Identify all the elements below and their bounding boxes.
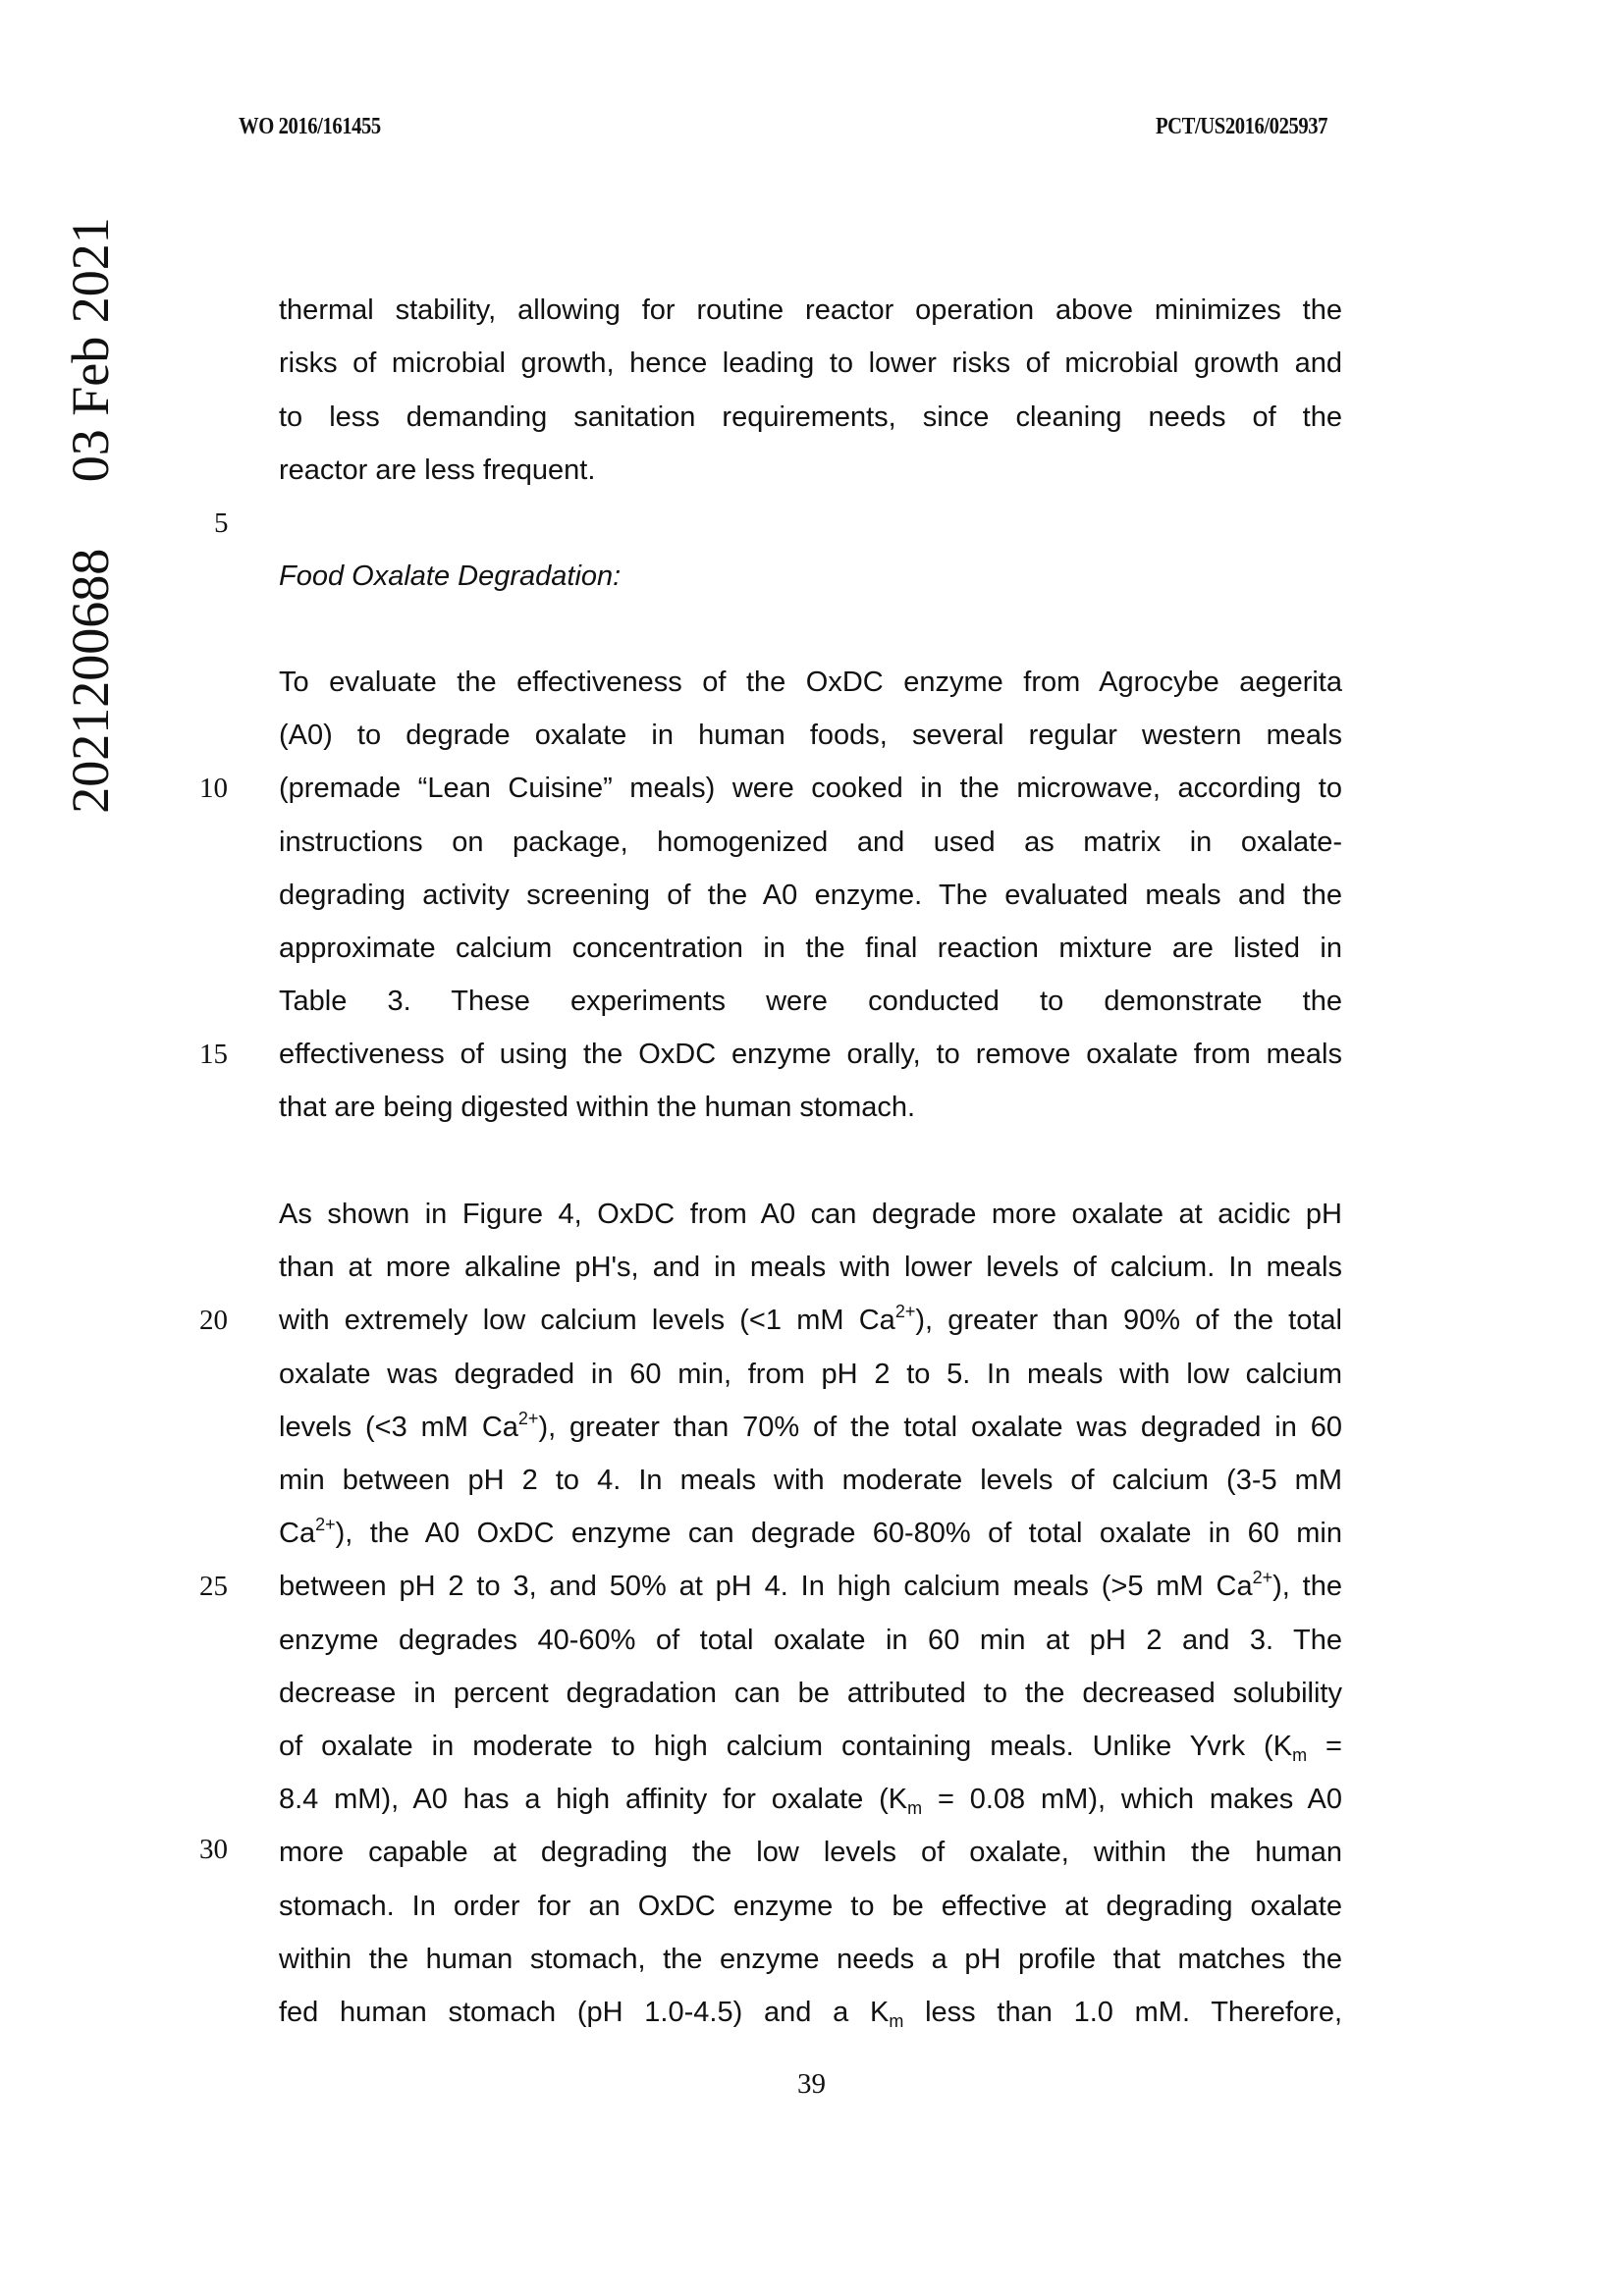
text-line <box>279 1783 1342 1816</box>
subscript: m <box>1292 1745 1308 1765</box>
text-segment: As shown in Figure 4, OxDC from A0 can degrade more oxalate at acidic pH <box>279 1199 1342 1230</box>
text-segment: ), the A0 OxDC enzyme can degrade 60-80% of total oxalate in 60 min <box>335 1518 1342 1549</box>
text-segment: = 0.08 mM), which makes A0 <box>922 1784 1342 1815</box>
superscript: 2+ <box>894 1302 916 1321</box>
text-segment: with extremely low calcium levels (<1 mM Ca <box>279 1305 895 1336</box>
text-segment: levels (<3 mM Ca <box>279 1412 518 1443</box>
text-line <box>279 1411 1342 1444</box>
text-segment: Ca <box>279 1518 316 1549</box>
line-number: 5 <box>214 507 229 539</box>
text-line: that are being digested within the human stomach. <box>279 1092 916 1123</box>
text-line: (premade “Lean Cuisine” meals) were cooked in the microwave, according to <box>279 773 1342 804</box>
application-number: PCT/US2016/025937 <box>1156 114 1328 139</box>
text-line <box>279 1358 1342 1391</box>
text-line <box>279 1517 1342 1550</box>
text-segment: min between pH 2 to 4. In meals with moderate levels of calcium (3-5 mM <box>279 1465 1342 1496</box>
text-line <box>279 1996 1342 2029</box>
text-segment: than at more alkaline pH's, and in meals with lower levels of calcium. In meals <box>279 1252 1342 1283</box>
line-number: 25 <box>199 1571 228 1602</box>
text-segment: less than 1.0 mM. Therefore, <box>903 1997 1343 2028</box>
superscript: 2+ <box>315 1515 336 1534</box>
text-line: risks of microbial growth, hence leading to lower risks of microbial growth and <box>279 347 1342 379</box>
subscript: m <box>907 1798 923 1818</box>
text-line <box>279 1251 1342 1284</box>
section-heading: Food Oxalate Degradation: <box>279 561 622 592</box>
text-segment: more capable at degrading the low levels of oxalate, within the human <box>279 1837 1342 1868</box>
text-line <box>279 1943 1342 1976</box>
text-line <box>279 1677 1342 1710</box>
text-segment: stomach. In order for an OxDC enzyme to be effective at degrading oxalate <box>279 1891 1342 1922</box>
text-segment: = <box>1307 1731 1342 1762</box>
text-line <box>279 1304 1342 1337</box>
text-line: instructions on package, homogenized and used as matrix in oxalate- <box>279 827 1342 858</box>
superscript: 2+ <box>1252 1568 1273 1587</box>
superscript: 2+ <box>517 1409 539 1428</box>
text-segment: enzyme degrades 40-60% of total oxalate in 60 min at pH 2 and 3. The <box>279 1625 1342 1656</box>
line-number: 20 <box>199 1305 228 1336</box>
text-line <box>279 1890 1342 1923</box>
text-segment: within the human stomach, the enzyme needs a pH profile that matches the <box>279 1944 1342 1975</box>
text-line <box>279 1570 1342 1603</box>
text-line <box>279 1464 1342 1497</box>
text-line: thermal stability, allowing for routine reactor operation above minimizes the <box>279 294 1342 326</box>
text-line: To evaluate the effectiveness of the OxDC enzyme from Agrocybe aegerita <box>279 667 1342 698</box>
text-segment: 8.4 mM), A0 has a high affinity for oxalate (K <box>279 1784 908 1815</box>
text-line <box>279 1198 1342 1231</box>
text-line: approximate calcium concentration in the final reaction mixture are listed in <box>279 933 1342 964</box>
text-line: degrading activity screening of the A0 enzyme. The evaluated meals and the <box>279 880 1342 911</box>
line-number: 30 <box>199 1834 228 1865</box>
publication-number: WO 2016/161455 <box>239 114 381 139</box>
text-line: effectiveness of using the OxDC enzyme orally, to remove oxalate from meals <box>279 1039 1342 1070</box>
page-number: 39 <box>797 2068 826 2100</box>
text-line <box>279 1836 1342 1869</box>
text-line <box>279 1730 1342 1763</box>
text-line <box>279 1624 1342 1657</box>
text-segment: ), greater than 70% of the total oxalate was degraded in 60 <box>538 1412 1343 1443</box>
subscript: m <box>889 2011 904 2031</box>
text-line: Table 3. These experiments were conducted to demonstrate the <box>279 986 1342 1017</box>
text-line: to less demanding sanitation requirements, since cleaning needs of the <box>279 401 1342 433</box>
text-segment: decrease in percent degradation can be attributed to the decreased solubility <box>279 1678 1342 1709</box>
side-date-stamp: 2021200688 03 Feb 2021 <box>61 217 120 814</box>
text-segment: of oxalate in moderate to high calcium containing meals. Unlike Yvrk (K <box>279 1731 1293 1762</box>
line-number: 10 <box>199 773 228 804</box>
text-line: (A0) to degrade oxalate in human foods, several regular western meals <box>279 720 1342 751</box>
text-segment: between pH 2 to 3, and 50% at pH 4. In high calcium meals (>5 mM Ca <box>279 1571 1253 1602</box>
text-segment: ), the <box>1272 1571 1342 1602</box>
text-line: reactor are less frequent. <box>279 454 596 486</box>
text-segment: oxalate was degraded in 60 min, from pH 2 to 5. In meals with low calcium <box>279 1359 1342 1390</box>
text-segment: ), greater than 90% of the total <box>915 1305 1343 1336</box>
line-number: 15 <box>199 1039 228 1070</box>
text-segment: fed human stomach (pH 1.0-4.5) and a K <box>279 1997 890 2028</box>
